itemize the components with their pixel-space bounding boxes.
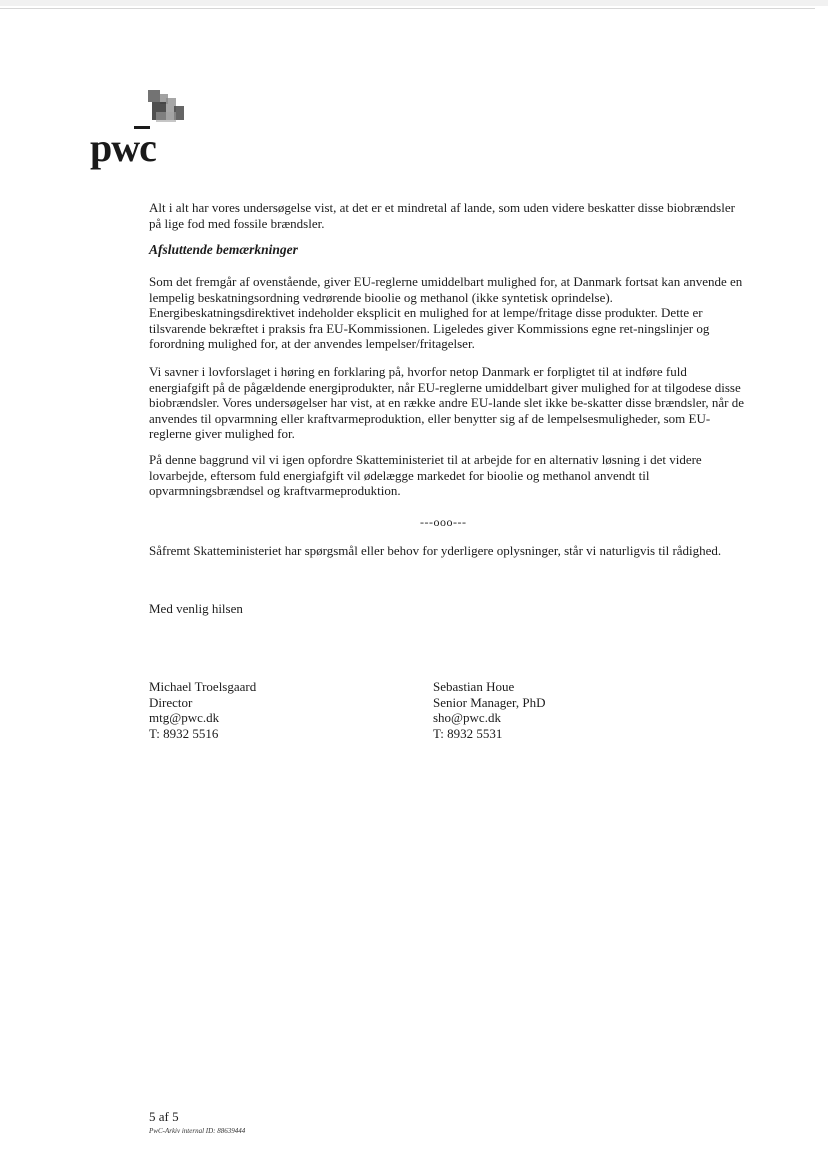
signatory-phone: T: 8932 5531 <box>433 725 503 741</box>
pwc-logo <box>90 90 200 170</box>
paragraph-3: På denne baggrund vil vi igen opfordre Skatteministeriet til at arbejde for en alternativ løsning i det videre lovarbejde, eftersom fuld energiafgift vil ødelægge markedet for bioolie og methanol anvendt til opvarmningsbrændsel og kraftvarmeproduktion. <box>149 452 702 498</box>
greeting: Med venlig hilsen <box>149 601 243 616</box>
signatory-name: Sebastian Houe <box>433 679 515 694</box>
logo-wordmark: pwc <box>90 125 156 170</box>
archive-id: PwC-Arkiv internal ID: 88639444 <box>149 1127 246 1135</box>
page-number: 5 af 5 <box>149 1109 179 1124</box>
signatory-email: mtg@pwc.dk <box>149 710 220 725</box>
signatory-title: Senior Manager, PhD <box>433 694 546 710</box>
page-top-line <box>0 8 815 9</box>
paragraph-1: Som det fremgår af ovenstående, giver EU-reglerne umiddelbart mulighed for, at Danmark fortsat kan anvende en lempelig beskatningsordning vedrørende bioolie og methanol (ikke syntetisk oprindelse). Energibeskatningsdirektivet indeholder eksplicit en mulighed for at lempe/fritage disse produkter. Dette er tilsvarende bekræftet i praksis fra EU-Kommissionen. Ligeledes giver Kommissions egne ret-ningslinjer og forordning mulighed for, at der anvendes lempelser/fritagelser. <box>149 274 743 351</box>
page-top-border <box>0 0 828 6</box>
signatory-2 <box>433 679 546 741</box>
paragraph-2: Vi savner i lovforslaget i høring en forklaring på, hvorfor netop Danmark er forpligtet til at indføre fuld energiafgift på de pågældende energiprodukter, når EU-reglerne umiddelbart giver mulighed for at tilgodese disse biobrændsler. Vores undersøgelser har vist, at en række andre EU-lande slet ikke be-skatter disse brændsler, når de anvendes til opvarmning eller kraftvarmeproduktion, eller benytter sig af de lempelsesmuligheder, som EU-reglerne giver mulighed for. <box>149 364 745 441</box>
closing-paragraph: Såfremt Skatteministeriet har spørgsmål eller behov for yderligere oplysninger, står vi naturligvis til rådighed. <box>149 543 722 558</box>
signatory-title: Director <box>149 694 193 710</box>
signatory-1 <box>149 679 256 741</box>
separator: ---ooo--- <box>420 515 467 529</box>
section-heading: Afsluttende bemærkninger <box>149 242 298 257</box>
signatory-name: Michael Troelsgaard <box>149 679 257 694</box>
signatory-phone: T: 8932 5516 <box>149 725 219 741</box>
signatory-email: sho@pwc.dk <box>433 710 501 725</box>
intro-paragraph: Alt i alt har vores undersøgelse vist, at det er et mindretal af lande, som uden videre beskatter disse biobrændsler på lige fod med fossile brændsler. <box>149 200 735 231</box>
